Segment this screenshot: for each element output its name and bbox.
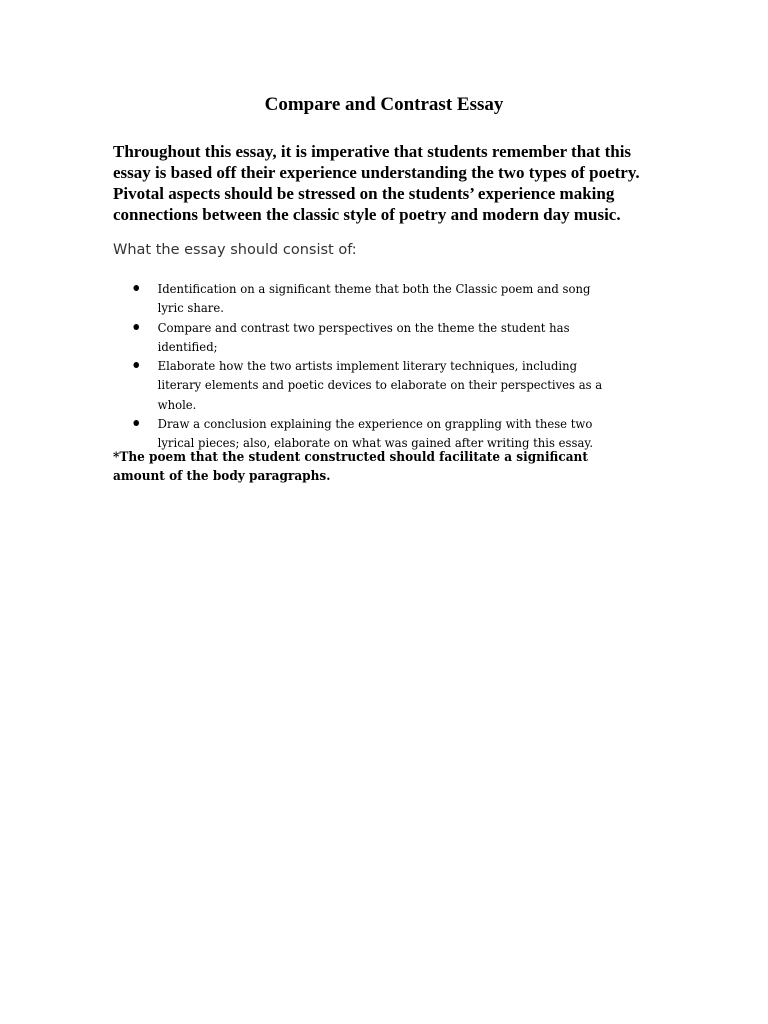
bullet-icon <box>133 324 139 330</box>
intro-paragraph: Throughout this essay, it is imperative that students remember that this essay is based off their experience understanding the two types of poetry. Pivotal aspects should be stressed on the students’ experience making connections between the classic style of poetry and modern day music. <box>113 142 640 224</box>
list-item <box>113 414 606 453</box>
bullet-icon <box>133 420 139 426</box>
footnote: *The poem that the student constructed should facilitate a significant amount of the body paragraphs. <box>113 450 588 484</box>
list-item <box>113 356 606 414</box>
subheading: What the essay should consist of: <box>113 242 357 258</box>
document-title: Compare and Contrast Essay <box>264 94 504 115</box>
list-item-text: Compare and contrast two perspectives on the theme the student has identified; <box>157 319 570 354</box>
bullet-icon <box>133 285 139 291</box>
list-item-text: Elaborate how the two artists implement literary techniques, including literary elements and poetic devices to elaborate on their perspectives as a whole. <box>157 358 603 412</box>
requirements-list <box>113 279 606 453</box>
bullet-icon <box>133 362 139 368</box>
list-item-text: Identification on a significant theme that both the Classic poem and song lyric share. <box>157 281 591 316</box>
list-item-text: Draw a conclusion explaining the experience on grappling with these two lyrical pieces; also, elaborate on what was gained after writing this essay. <box>157 416 594 451</box>
list-item <box>113 318 606 357</box>
list-item <box>113 279 606 318</box>
